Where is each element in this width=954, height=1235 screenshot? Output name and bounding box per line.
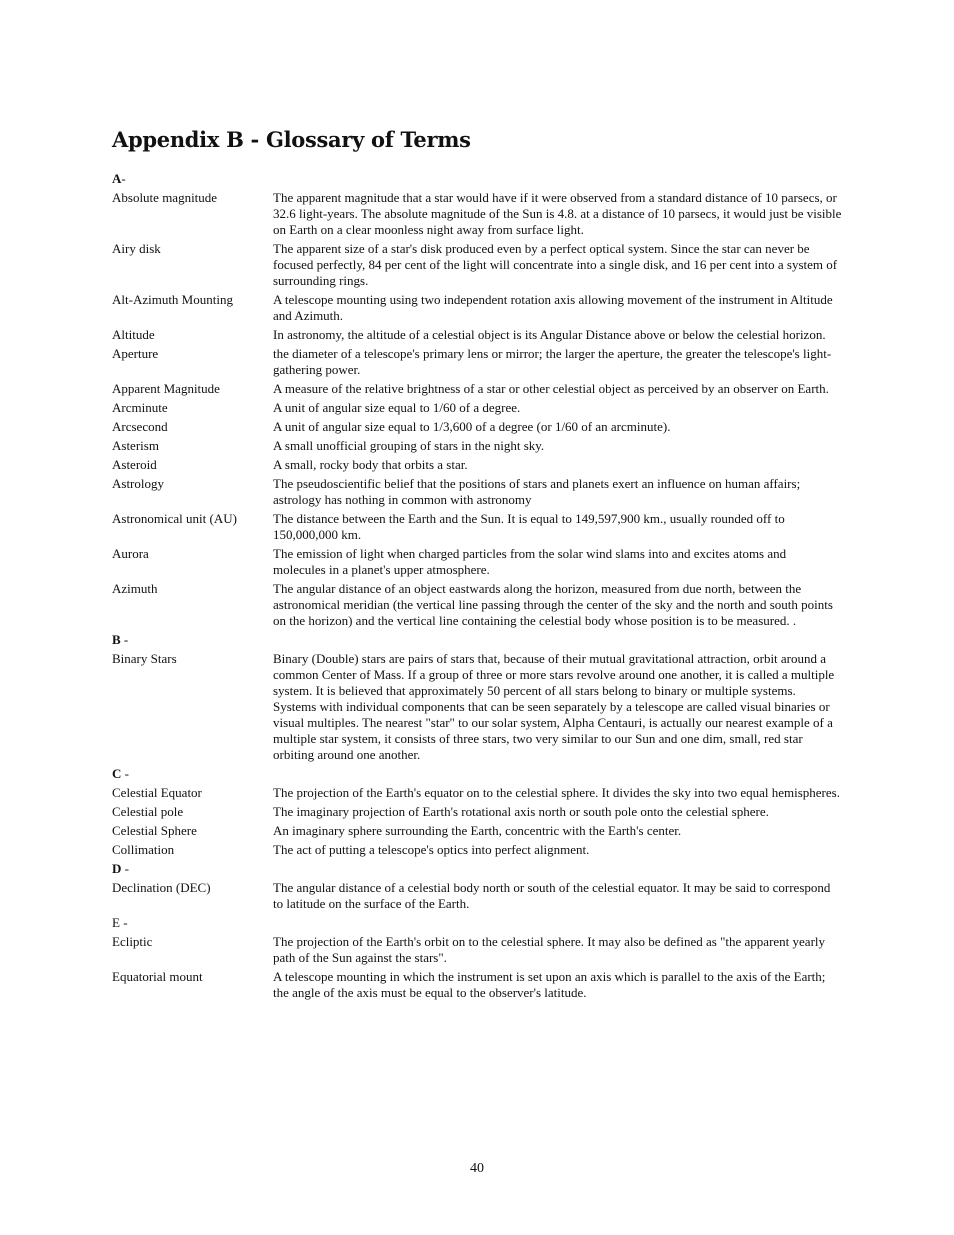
glossary-entry bbox=[112, 457, 842, 473]
term: Asteroid bbox=[112, 457, 157, 472]
term: Celestial pole bbox=[112, 804, 184, 819]
definition: An imaginary sphere surrounding the Earth, concentric with the Earth's center. bbox=[273, 823, 682, 838]
term: Binary Stars bbox=[112, 651, 177, 666]
definition: A unit of angular size equal to 1/60 of a degree. bbox=[273, 400, 521, 415]
glossary-entry bbox=[112, 880, 842, 912]
definition: The pseudoscientific belief that the positions of stars and planets exert an influence on human affairs; astrology has nothing in common with astronomy bbox=[273, 476, 801, 507]
term: Astrology bbox=[112, 476, 164, 491]
definition: The projection of the Earth's orbit on to the celestial sphere. It may also be defined as "the apparent yearly path of the Sun against the stars". bbox=[273, 934, 826, 965]
glossary-entry bbox=[112, 400, 842, 416]
section-letter: C bbox=[112, 766, 122, 781]
glossary-entry bbox=[112, 581, 842, 629]
term: Celestial Sphere bbox=[112, 823, 197, 838]
glossary-entry bbox=[112, 842, 842, 858]
term: Astronomical unit (AU) bbox=[112, 511, 237, 526]
section-suffix: - bbox=[119, 915, 128, 930]
section-header-d bbox=[112, 861, 842, 877]
definition: the diameter of a telescope's primary lens or mirror; the larger the aperture, the greater the telescope's light-gathering power. bbox=[273, 346, 832, 377]
term: Absolute magnitude bbox=[112, 190, 218, 205]
definition: The imaginary projection of Earth's rotational axis north or south pole onto the celestial sphere. bbox=[273, 804, 769, 819]
section-suffix: - bbox=[121, 171, 126, 186]
section-letter: E bbox=[112, 915, 120, 930]
section-suffix: - bbox=[121, 766, 129, 781]
term: Collimation bbox=[112, 842, 175, 857]
definition: A telescope mounting in which the instrument is set upon an axis which is parallel to the axis of the Earth; the angle of the axis must be equal to the observer's latitude. bbox=[273, 969, 826, 1000]
glossary-entry bbox=[112, 476, 842, 508]
glossary-entry bbox=[112, 190, 842, 238]
glossary-entry bbox=[112, 327, 842, 343]
definition: The emission of light when charged particles from the solar wind slams into and excites atoms and molecules in a planet's upper atmosphere. bbox=[273, 546, 787, 577]
glossary-entry bbox=[112, 804, 842, 820]
definition: The distance between the Earth and the Sun. It is equal to 149,597,900 km., usually rounded off to 150,000,000 km. bbox=[273, 511, 785, 542]
glossary-entry bbox=[112, 346, 842, 378]
definition: The projection of the Earth's equator on to the celestial sphere. It divides the sky into two equal hemispheres. bbox=[273, 785, 840, 800]
glossary-entry bbox=[112, 511, 842, 543]
page-title: Appendix B - Glossary of Terms bbox=[112, 127, 471, 152]
definition: The apparent magnitude that a star would have if it were observed from a standard distance of 10 parsecs, or 32.6 light-years. The absolute magnitude of the Sun is 4.8. at a distance of 10 parsecs, it would just be visible on Earth on a clear moonless night away from surface light. bbox=[273, 190, 842, 237]
term: Arcsecond bbox=[112, 419, 168, 434]
section-header-b bbox=[112, 632, 842, 648]
term: Declination (DEC) bbox=[112, 880, 211, 895]
glossary bbox=[112, 170, 842, 1004]
glossary-entry bbox=[112, 438, 842, 454]
section-header-c bbox=[112, 766, 842, 782]
definition: The act of putting a telescope's optics into perfect alignment. bbox=[273, 842, 590, 857]
term: Equatorial mount bbox=[112, 969, 203, 984]
definition: A small unofficial grouping of stars in the night sky. bbox=[273, 438, 545, 453]
term: Celestial Equator bbox=[112, 785, 202, 800]
term: Arcminute bbox=[112, 400, 168, 415]
glossary-entry bbox=[112, 292, 842, 324]
section-header-a bbox=[112, 171, 842, 187]
glossary-entry bbox=[112, 823, 842, 839]
section-suffix: - bbox=[121, 861, 129, 876]
definition: In astronomy, the altitude of a celestial object is its Angular Distance above or below the celestial horizon. bbox=[273, 327, 826, 342]
term: Alt-Azimuth Mounting bbox=[112, 292, 233, 307]
definition: A measure of the relative brightness of a star or other celestial object as perceived by an observer on Earth. bbox=[273, 381, 829, 396]
section-suffix: - bbox=[120, 632, 129, 647]
section-letter: B bbox=[112, 632, 121, 647]
glossary-entry bbox=[112, 241, 842, 289]
section-letter: D bbox=[112, 861, 122, 876]
term: Ecliptic bbox=[112, 934, 153, 949]
definition: The angular distance of an object eastwards along the horizon, measured from due north, between the astronomical meridian (the vertical line passing through the center of the sky and the north and south points on the horizon) and the vertical line containing the celestial body whose position is to be measured. . bbox=[273, 581, 833, 628]
glossary-entry bbox=[112, 546, 842, 578]
term: Altitude bbox=[112, 327, 155, 342]
glossary-entry bbox=[112, 651, 842, 763]
page-number: 40 bbox=[470, 1161, 484, 1176]
term: Apparent Magnitude bbox=[112, 381, 220, 396]
definition: A small, rocky body that orbits a star. bbox=[273, 457, 468, 472]
term: Aurora bbox=[112, 546, 149, 561]
term: Aperture bbox=[112, 346, 159, 361]
glossary-entry bbox=[112, 934, 842, 966]
definition: The angular distance of a celestial body north or south of the celestial equator. It may be said to correspond to latitude on the surface of the Earth. bbox=[273, 880, 831, 911]
glossary-entry bbox=[112, 785, 842, 801]
definition: The apparent size of a star's disk produced even by a perfect optical system. Since the star can never be focused perfectly, 84 per cent of the light will concentrate into a single disk, and 16 per cent into a system of surrounding rings. bbox=[273, 241, 838, 288]
definition: A telescope mounting using two independent rotation axis allowing movement of the instrument in Altitude and Azimuth. bbox=[273, 292, 833, 323]
section-letter: A bbox=[112, 171, 122, 186]
glossary-entry bbox=[112, 969, 842, 1001]
term: Azimuth bbox=[112, 581, 158, 596]
definition: A unit of angular size equal to 1/3,600 of a degree (or 1/60 of an arcminute). bbox=[273, 419, 671, 434]
section-header-e bbox=[112, 915, 842, 931]
glossary-entry bbox=[112, 381, 842, 397]
term: Airy disk bbox=[112, 241, 161, 256]
definition: Binary (Double) stars are pairs of stars that, because of their mutual gravitational attraction, orbit around a common Center of Mass. If a group of three or more stars revolve around one another, it is called a multiple system. It is believed that approximately 50 percent of all stars belong to binary or multiple systems. Systems with individual components that can be seen separately by a telescope are called visual binaries or visual multiples. The nearest "star" to our solar system, Alpha Centauri, is actually our nearest example of a multiple star system, it consists of three stars, two very similar to our Sun and one dim, small, red star orbiting around one another. bbox=[273, 651, 835, 762]
term: Asterism bbox=[112, 438, 159, 453]
glossary-entry bbox=[112, 419, 842, 435]
